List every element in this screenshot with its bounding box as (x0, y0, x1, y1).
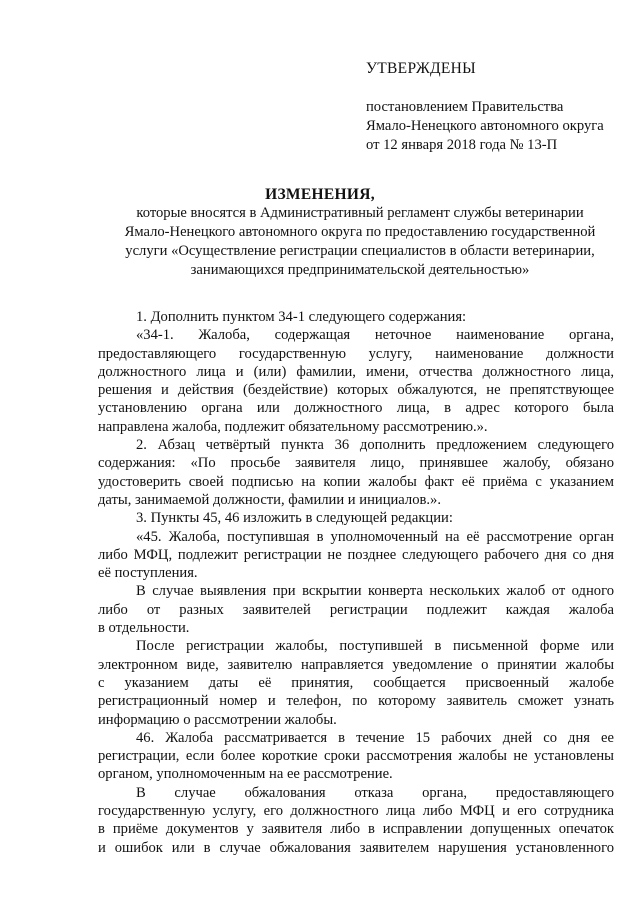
body-line: либо МФЦ, подлежит регистрации не позднее следующего рабочего дня со дня (98, 546, 614, 563)
body-line: 2. Абзац четвёртый пункта 36 дополнить предложением следующего (136, 437, 614, 454)
body-line: «45. Жалоба, поступившая в уполномоченный на её рассмотрение орган (136, 528, 614, 545)
body-line: и ошибок или в случае обжалования заявителем нарушения установленного (98, 839, 614, 856)
document-subtitle (100, 204, 620, 280)
document-body (98, 308, 614, 857)
body-line: решения и действия (бездействие) которых обжалуются, не препятствующее (98, 382, 614, 399)
decree-line: от 12 января 2018 года № 13-П (366, 137, 558, 153)
body-line: либо от разных заявителей регистрации подлежит каждая жалоба (98, 601, 614, 618)
body-line: 46. Жалоба рассматривается в течение 15 рабочих дней со дня ее (136, 729, 614, 746)
body-line: электронном виде, заявителю направляется уведомление о принятии жалобы (98, 656, 614, 673)
body-line: установлению органа или должностного лица, в адрес которого была (98, 400, 614, 417)
subtitle-line: услуги «Осуществление регистрации специалистов в области ветеринарии, (125, 243, 595, 259)
body-line: даты, занимаемой должности, фамилии и инициалов.». (98, 491, 441, 508)
decree-line: Ямало-Ненецкого автономного округа (366, 118, 604, 134)
body-line: удостоверить своей подписью на копии жалобы факт её приёма с указанием (98, 473, 614, 490)
body-line: регистрации, если более короткие сроки рассмотрения жалобы не установлены (98, 748, 614, 765)
body-line: её поступления. (98, 565, 198, 582)
body-line: «34-1. Жалоба, содержащая неточное наименование органа, (136, 327, 614, 344)
body-line: 3. Пункты 45, 46 изложить в следующей редакции: (136, 510, 453, 527)
body-line: В случае обжалования отказа органа, предоставляющего (136, 784, 614, 801)
decree-line: постановлением Правительства (366, 99, 564, 115)
body-line: В случае выявления при вскрытии конверта нескольких жалоб от одного (136, 583, 614, 600)
document-title: ИЗМЕНЕНИЯ, (265, 186, 375, 203)
body-line: направлена жалоба, подлежит обязательному рассмотрению.». (98, 418, 488, 435)
body-line: 1. Дополнить пунктом 34-1 следующего содержания: (136, 309, 467, 325)
approval-heading: УТВЕРЖДЕНЫ (366, 60, 476, 77)
body-line: После регистрации жалобы, поступившей в письменной форме или (136, 638, 614, 655)
subtitle-line: Ямало-Ненецкого автономного округа по предоставлению государственной (124, 224, 596, 240)
decree-reference (366, 98, 604, 155)
body-line: предоставляющего государственную услугу, наименование должности (98, 345, 614, 362)
body-line: с указанием даты её принятия, сообщается присвоенный жалобе (98, 674, 614, 691)
body-line: должностного лица и (или) фамилии, имени, отчества должностного лица, (98, 363, 614, 380)
body-line: в отдельности. (98, 620, 190, 637)
body-line: в приёме документов у заявителя либо в исправлении допущенных опечаток (98, 821, 614, 838)
body-line: регистрационный номер и телефон, по которому заявитель сможет узнать (98, 693, 614, 710)
subtitle-line: которые вносятся в Административный регламент службы ветеринарии (136, 205, 584, 221)
subtitle-line: занимающихся предпринимательской деятельностью» (190, 262, 530, 278)
body-line: содержания: «По просьбе заявителя лицо, принявшее жалобу, обязано (98, 455, 614, 472)
body-line: государственную услугу, его должностного лица либо МФЦ и его сотрудника (98, 803, 614, 820)
body-line: информацию о рассмотрении жалобы. (98, 711, 337, 728)
body-line: органом, уполномоченным на ее рассмотрение. (98, 766, 393, 783)
